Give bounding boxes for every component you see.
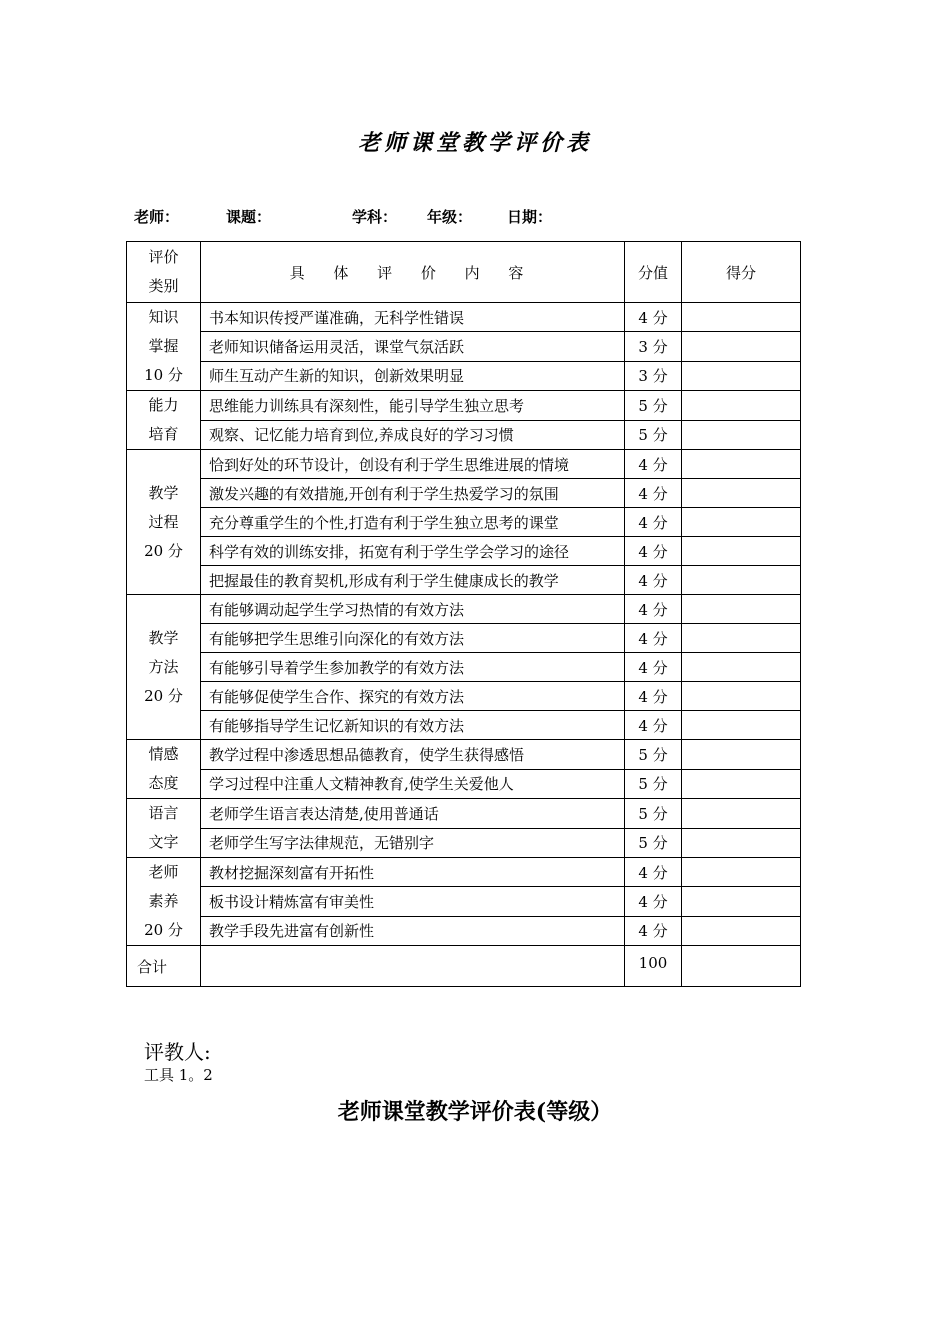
total-empty: [201, 946, 625, 987]
subject-label: 学科：: [352, 208, 398, 226]
category-cell: [127, 391, 201, 450]
category-line: 语言: [148, 804, 179, 822]
table-row: [127, 595, 801, 624]
item-text: 激发兴趣的有效措施,开创有利于学生热爱学习的氛围: [201, 479, 625, 508]
item-score: 4 分: [625, 653, 682, 682]
item-text: 恰到好处的环节设计，创设有利于学生思维进展的情境: [201, 450, 625, 479]
grade-label: 年级：: [427, 208, 473, 226]
item-score: 4 分: [625, 303, 682, 332]
total-got-cell[interactable]: [682, 946, 801, 987]
category-cell: [127, 595, 201, 740]
item-text: 科学有效的训练安排，拓宽有利于学生学会学习的途径: [201, 537, 625, 566]
score-input-cell[interactable]: [682, 769, 801, 799]
header-category-line: 评价: [148, 248, 179, 266]
item-score: 5 分: [625, 769, 682, 799]
item-text: 教材挖掘深刻富有开拓性: [201, 858, 625, 887]
table-row: [127, 303, 801, 332]
score-input-cell[interactable]: [682, 479, 801, 508]
table-row: [127, 479, 801, 508]
score-input-cell[interactable]: [682, 508, 801, 537]
item-text: 书本知识传授严谨准确，无科学性错误: [201, 303, 625, 332]
category-cell: [127, 303, 201, 391]
category-line: 知识: [148, 308, 179, 326]
table-row: [127, 653, 801, 682]
header-category: [127, 242, 201, 303]
table-row: [127, 799, 801, 829]
category-cell: [127, 740, 201, 799]
date-label: 日期：: [507, 208, 553, 226]
score-input-cell[interactable]: [682, 420, 801, 450]
table-row: [127, 508, 801, 537]
item-score: 4 分: [625, 537, 682, 566]
table-row: [127, 711, 801, 740]
header-got: 得分: [682, 242, 801, 303]
item-text: 老师学生写字法律规范，无错别字: [201, 828, 625, 858]
item-score: 5 分: [625, 740, 682, 770]
score-input-cell[interactable]: [682, 537, 801, 566]
category-line: 10 分: [144, 366, 183, 384]
item-score: 5 分: [625, 420, 682, 450]
category-line: 能力: [148, 396, 179, 414]
item-score: 5 分: [625, 828, 682, 858]
table-row: [127, 391, 801, 421]
category-line: 20 分: [144, 686, 183, 705]
score-input-cell[interactable]: [682, 828, 801, 858]
score-input-cell[interactable]: [682, 566, 801, 595]
item-text: 有能够指导学生记忆新知识的有效方法: [201, 711, 625, 740]
score-input-cell[interactable]: [682, 887, 801, 916]
table-row: [127, 916, 801, 945]
item-score: 5 分: [625, 799, 682, 829]
category-line: 20 分: [144, 921, 183, 939]
category-line: 20 分: [144, 541, 183, 560]
table-row: [127, 537, 801, 566]
table-row: [127, 361, 801, 390]
item-text: 有能够调动起学生学习热情的有效方法: [201, 595, 625, 624]
table-row: [127, 420, 801, 450]
item-text: 板书设计精炼富有审美性: [201, 887, 625, 916]
item-text: 教学手段先进富有创新性: [201, 916, 625, 945]
item-score: 4 分: [625, 624, 682, 653]
table-row: [127, 566, 801, 595]
header-row: [127, 242, 801, 303]
score-input-cell[interactable]: [682, 361, 801, 390]
category-line: 方法: [148, 657, 179, 676]
teacher-label: 老师：: [134, 208, 180, 226]
item-text: 有能够把学生思维引向深化的有效方法: [201, 624, 625, 653]
item-score: 4 分: [625, 887, 682, 916]
table-row: [127, 769, 801, 799]
item-score: 4 分: [625, 916, 682, 945]
total-label: 合计: [127, 946, 201, 987]
category-cell: [127, 450, 201, 595]
category-line: 情感: [148, 745, 179, 763]
item-text: 老师学生语言表达清楚,使用普通话: [201, 799, 625, 829]
score-input-cell[interactable]: [682, 595, 801, 624]
evaluator-label: 评教人:: [144, 1040, 211, 1064]
item-score: 4 分: [625, 711, 682, 740]
item-score: 3 分: [625, 361, 682, 390]
score-input-cell[interactable]: [682, 391, 801, 421]
header-content: 具 体 评 价 内 容: [201, 242, 625, 303]
score-input-cell[interactable]: [682, 332, 801, 361]
item-text: 学习过程中注重人文精神教育,使学生关爱他人: [201, 769, 625, 799]
score-input-cell[interactable]: [682, 450, 801, 479]
second-title: 老师课堂教学评价表(等级）: [337, 1099, 613, 1125]
item-text: 教学过程中渗透思想品德教育，使学生获得感悟: [201, 740, 625, 770]
item-score: 4 分: [625, 508, 682, 537]
total-row: [127, 946, 801, 987]
item-score: 4 分: [625, 682, 682, 711]
table-row: [127, 887, 801, 916]
category-line: 教学: [148, 628, 179, 647]
table-row: [127, 858, 801, 887]
score-input-cell[interactable]: [682, 624, 801, 653]
score-input-cell[interactable]: [682, 653, 801, 682]
header-score: 分值: [625, 242, 682, 303]
category-cell: [127, 858, 201, 946]
category-line: 掌握: [148, 337, 179, 355]
score-input-cell[interactable]: [682, 682, 801, 711]
evaluation-table: [126, 241, 801, 987]
item-score: 4 分: [625, 595, 682, 624]
score-input-cell[interactable]: [682, 858, 801, 887]
item-text: 有能够促使学生合作、探究的有效方法: [201, 682, 625, 711]
category-line: 过程: [148, 512, 179, 531]
item-text: 充分尊重学生的个性,打造有利于学生独立思考的课堂: [201, 508, 625, 537]
item-score: 4 分: [625, 858, 682, 887]
total-value: 100: [625, 946, 682, 987]
page-title: 老师课堂教学评价表: [357, 130, 592, 156]
item-text: 老师知识储备运用灵活，课堂气氛活跃: [201, 332, 625, 361]
score-input-cell[interactable]: [682, 740, 801, 770]
item-text: 把握最佳的教育契机,形成有利于学生健康成长的教学: [201, 566, 625, 595]
item-score: 4 分: [625, 566, 682, 595]
table-row: [127, 740, 801, 770]
item-score: 5 分: [625, 391, 682, 421]
item-score: 4 分: [625, 479, 682, 508]
category-line: 教学: [148, 483, 179, 502]
category-cell: [127, 799, 201, 858]
tool-label: 工具 1。2: [144, 1066, 213, 1084]
topic-label: 课题：: [226, 208, 272, 226]
score-input-cell[interactable]: [682, 303, 801, 332]
category-line: 文字: [148, 833, 179, 851]
score-input-cell[interactable]: [682, 799, 801, 829]
table-row: [127, 624, 801, 653]
item-text: 师生互动产生新的知识，创新效果明显: [201, 361, 625, 390]
score-input-cell[interactable]: [682, 916, 801, 945]
category-line: 素养: [148, 892, 179, 910]
table-row: [127, 828, 801, 858]
table-row: [127, 450, 801, 479]
header-category-line: 类别: [148, 277, 179, 295]
table-row: [127, 332, 801, 361]
category-line: 老师: [148, 863, 179, 881]
score-input-cell[interactable]: [682, 711, 801, 740]
table-row: [127, 682, 801, 711]
item-score: 3 分: [625, 332, 682, 361]
item-text: 观察、记忆能力培育到位,养成良好的学习习惯: [201, 420, 625, 450]
category-line: 态度: [148, 774, 179, 792]
item-score: 4 分: [625, 450, 682, 479]
item-text: 有能够引导着学生参加教学的有效方法: [201, 653, 625, 682]
item-text: 思维能力训练具有深刻性，能引导学生独立思考: [201, 391, 625, 421]
category-line: 培育: [148, 425, 179, 443]
